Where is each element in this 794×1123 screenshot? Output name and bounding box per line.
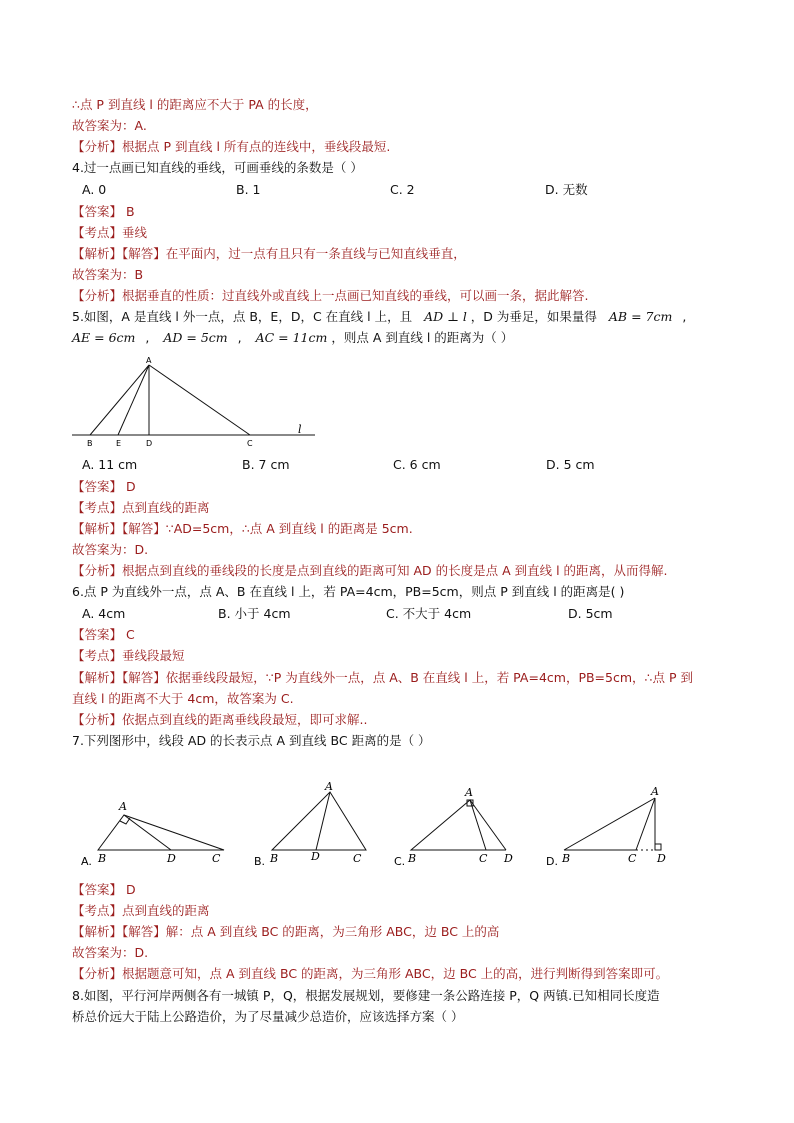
label-d: D	[311, 850, 320, 863]
q7-fenxi: 【分析】根据题意可知，点 A 到直线 BC 的距离，为三角形 ABC，边 BC 上的高，进行判断得到答案即可。	[72, 966, 669, 981]
q6-fenxi: 【分析】依据点到直线的距离垂线段最短，即可求解..	[72, 712, 368, 727]
q7-figure-c	[394, 786, 513, 868]
question-5-stem-line1: 5.如图，A 是直线 l 外一点，点 B，E，D，C 在直线 l 上，且 AD ⊥ l ，D 为垂足，如果量得 AB = 7cm ,	[72, 309, 687, 324]
q5-jiexi: 【解析】【解答】∵AD=5cm，∴点 A 到直线 l 的距离是 5cm.	[72, 521, 413, 536]
label-c: C	[479, 852, 488, 865]
question-5-stem-line2: AE = 6cm , AD = 5cm , AC = 11cm ，则点 A 到直线 l 的距离为（ ）	[72, 330, 514, 345]
q7-figure-d	[546, 785, 666, 868]
text-line: 故答案为：A.	[72, 118, 147, 133]
q5-figure	[70, 355, 320, 450]
q4-fenxi: 【分析】根据垂直的性质：过直线外或直线上一点画已知直线的垂线，可以画一条，据此解答.	[72, 288, 589, 303]
analysis-line: 【分析】根据点 P 到直线 l 所有点的连线中，垂线段最短.	[72, 139, 391, 154]
q5-option-b: B. 7 cm	[242, 457, 290, 472]
q7-guda: 故答案为：D.	[72, 945, 149, 960]
label-l: l	[298, 423, 302, 436]
q5-ae: AE = 6cm	[72, 330, 136, 345]
q5-ad: AD = 5cm	[163, 330, 228, 345]
q5-guda: 故答案为：D.	[72, 542, 149, 557]
q7-kaodian: 【考点】点到直线的距离	[72, 903, 210, 918]
q5-ad-perp: AD ⊥ l	[424, 309, 467, 324]
label-b: B	[87, 439, 93, 448]
label-c: C	[353, 852, 362, 865]
label-e: E	[116, 439, 122, 448]
label-d: D	[167, 852, 176, 865]
q7-option-a-letter: A.	[81, 855, 92, 868]
question-7-stem: 7.下列图形中，线段 AD 的长表示点 A 到直线 BC 距离的是（ ）	[72, 733, 431, 748]
label-d: D	[146, 439, 153, 448]
question-8-stem-line1: 8.如图，平行河岸两侧各有一城镇 P，Q，根据发展规划，要修建一条公路连接 P，Q 两镇.已知相同长度造	[72, 988, 660, 1003]
q5-answer: 【答案】 D	[72, 479, 136, 494]
label-b: B	[408, 852, 417, 865]
q7-figures	[76, 778, 716, 870]
q4-option-c: C. 2	[390, 182, 415, 197]
q7-figure-b	[254, 780, 366, 868]
q6-option-b: B. 小于 4cm	[218, 606, 291, 621]
q6-kaodian: 【考点】垂线段最短	[72, 648, 185, 663]
label-b: B	[98, 852, 107, 865]
q4-option-a: A. 0	[82, 182, 107, 197]
segment-ae	[118, 365, 149, 435]
q5-stem-part: ，则点 A 到直线 l 的距离为（ ）	[331, 330, 514, 345]
q4-answer: 【答案】 B	[72, 204, 135, 219]
q5-option-a: A. 11 cm	[82, 457, 138, 472]
q7-figure-a	[81, 800, 224, 868]
q6-option-a: A. 4cm	[82, 606, 126, 621]
label-c: C	[212, 852, 221, 865]
q4-jiexi: 【解析】【解答】在平面内，过一点有且只有一条直线与已知直线垂直，	[72, 246, 466, 261]
q6-jiexi-line2: 直线 l 的距离不大于 4cm，故答案为 C.	[72, 691, 294, 706]
label-b: B	[270, 852, 279, 865]
q4-option-b: B. 1	[236, 182, 261, 197]
question-6-stem: 6.点 P 为直线外一点，点 A、B 在直线 l 上，若 PA=4cm，PB=5cm，则点 P 到直线 l 的距离是( )	[72, 584, 625, 599]
q5-kaodian: 【考点】点到直线的距离	[72, 500, 210, 515]
q6-option-c: C. 不大于 4cm	[386, 606, 472, 621]
q7-option-c-letter: C.	[394, 855, 406, 868]
text-line: ∴点 P 到直线 l 的距离应不大于 PA 的长度，	[72, 97, 318, 112]
question-8-stem-line2: 桥总价远大于陆上公路造价，为了尽量减少总造价，应该选择方案（ ）	[72, 1009, 464, 1024]
q7-option-b-letter: B.	[254, 855, 266, 868]
q6-option-d: D. 5cm	[568, 606, 613, 621]
q5-fenxi: 【分析】根据点到直线的垂线段的长度是点到直线的距离可知 AD 的长度是点 A 到直线 l 的距离，从而得解.	[72, 563, 668, 578]
q7-option-d-letter: D.	[546, 855, 558, 868]
label-c: C	[247, 439, 253, 448]
segment-ab	[90, 365, 149, 435]
label-a: A	[651, 785, 659, 798]
label-a: A	[146, 356, 152, 365]
label-d: D	[504, 852, 513, 865]
segment-ac	[149, 365, 250, 435]
label-a: A	[465, 786, 473, 799]
q5-stem-part: 5.如图，A 是直线 l 外一点，点 B，E，D，C 在直线 l 上，且	[72, 309, 413, 324]
label-c: C	[628, 852, 637, 865]
label-a: A	[119, 800, 127, 813]
q4-option-d: D. 无数	[545, 182, 588, 197]
q7-answer: 【答案】 D	[72, 882, 136, 897]
label-d: D	[657, 852, 666, 865]
q5-option-d: D. 5 cm	[546, 457, 595, 472]
question-4-stem: 4.过一点画已知直线的垂线，可画垂线的条数是（ ）	[72, 160, 363, 175]
label-b: B	[562, 852, 571, 865]
q5-ab: AB = 7cm	[608, 309, 673, 324]
q5-option-c: C. 6 cm	[393, 457, 441, 472]
label-a: A	[325, 780, 333, 793]
q7-jiexi: 【解析】【解答】解：点 A 到直线 BC 的距离，为三角形 ABC，边 BC 上的高	[72, 924, 500, 939]
q6-jiexi-line1: 【解析】【解答】依据垂线段最短，∵P 为直线外一点，点 A、B 在直线 l 上，若 PA=4cm，PB=5cm，∴点 P 到	[72, 670, 693, 685]
q5-stem-part: ，D 为垂足，如果量得	[470, 309, 597, 324]
q4-guda: 故答案为：B	[72, 267, 144, 282]
q5-ac: AC = 11cm	[255, 330, 328, 345]
q4-kaodian: 【考点】垂线	[72, 225, 148, 240]
q6-answer: 【答案】 C	[72, 627, 135, 642]
